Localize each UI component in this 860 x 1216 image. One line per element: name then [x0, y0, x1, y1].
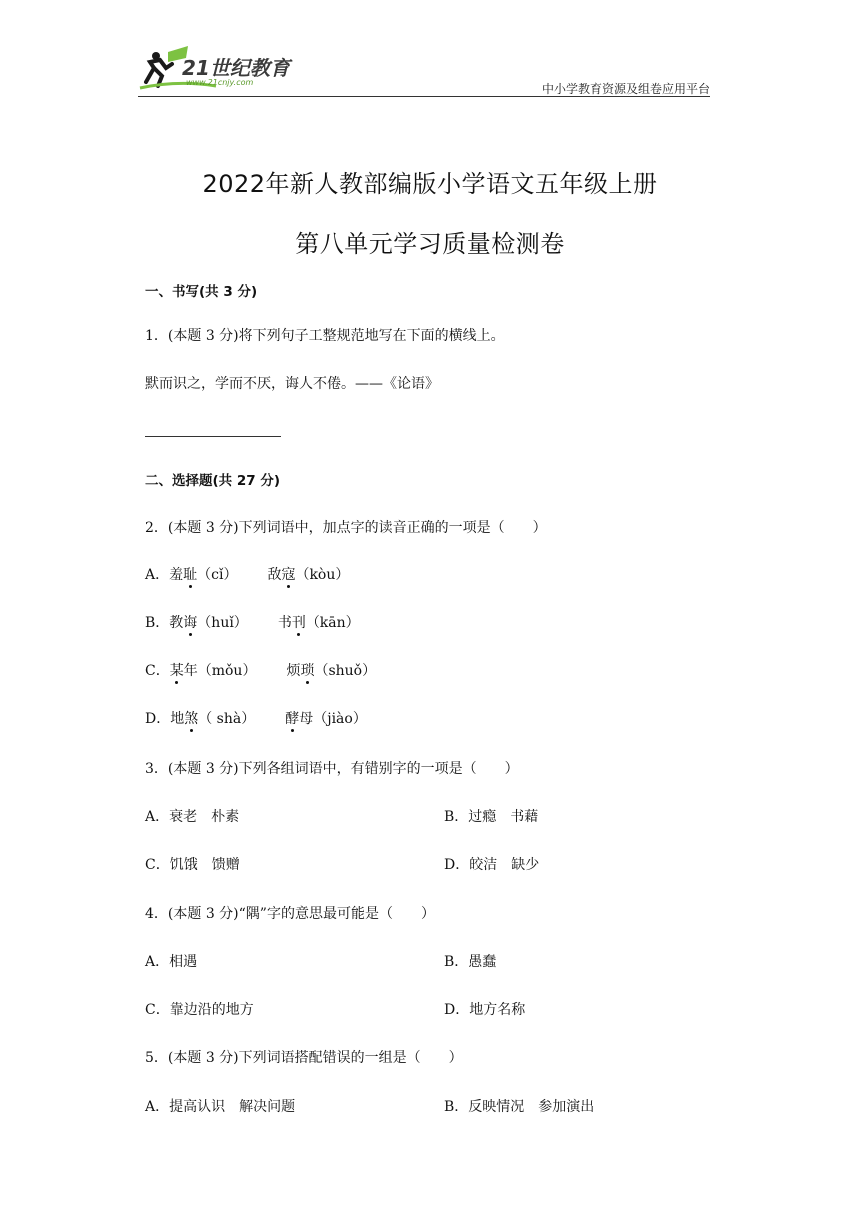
pinyin: （huǐ） — [197, 615, 248, 631]
question-5-option-b: B．反映情况 参加演出 — [444, 1099, 595, 1115]
word-char: 书 — [277, 615, 292, 631]
question-5-option-a: A．提高认识 解决问题 — [145, 1099, 296, 1115]
question-2-option-c — [145, 660, 376, 680]
page-header — [138, 38, 710, 98]
page-title: 2022年新人教部编版小学语文五年级上册 — [202, 170, 658, 198]
pinyin: （cǐ） — [197, 567, 238, 583]
question-3-option-b: B．过瘾 书藉 — [444, 809, 539, 825]
option-label: A． — [145, 567, 170, 583]
dotted-char: 刊 — [292, 612, 306, 632]
logo-text: 21世纪教育 — [182, 56, 290, 80]
word-char: 母 — [299, 711, 314, 727]
question-3-option-c: C．饥饿 馈赠 — [145, 857, 240, 873]
question-2-option-b — [145, 612, 360, 632]
dotted-char: 寇 — [281, 564, 295, 584]
dotted-char: 耻 — [183, 564, 197, 584]
question-1-quote: 默而识之，学而不厌，诲人不倦。——《论语》 — [145, 376, 439, 392]
word-char: 烦 — [286, 663, 301, 679]
word-char: 年 — [183, 663, 198, 679]
pinyin: （shuǒ） — [314, 663, 377, 679]
question-4-option-c: C．靠边沿的地方 — [145, 1002, 254, 1018]
question-4-option-b: B．愚蠢 — [444, 954, 497, 970]
question-4-option-a: A．相遇 — [145, 954, 198, 970]
pinyin: （jiào） — [313, 711, 367, 727]
page-subtitle: 第八单元学习质量检测卷 — [295, 230, 565, 258]
pinyin: （kòu） — [295, 567, 350, 583]
question-2-option-a — [145, 564, 349, 584]
question-2-option-d — [145, 708, 367, 728]
dotted-char: 酵 — [285, 708, 299, 728]
pinyin: （ shà） — [198, 711, 256, 727]
question-3-option-d: D．皎洁 缺少 — [444, 857, 540, 873]
word-char: 羞 — [169, 567, 184, 583]
option-label: B． — [145, 615, 170, 631]
option-label: D． — [145, 711, 171, 727]
dotted-char: 某 — [170, 660, 184, 680]
question-3-stem: 3．(本题 3 分)下列各组词语中，有错别字的一项是（ ） — [145, 761, 519, 777]
word-char: 敌 — [267, 567, 282, 583]
question-4-stem: 4．(本题 3 分)“隅”字的意思最可能是（ ） — [145, 906, 435, 922]
header-divider — [138, 96, 710, 97]
question-1-stem: 1．(本题 3 分)将下列句子工整规范地写在下面的横线上。 — [145, 328, 505, 344]
section-heading-choice: 二、选择题(共 27 分) — [145, 473, 281, 489]
question-2-stem: 2．(本题 3 分)下列词语中，加点字的读音正确的一项是（ ） — [145, 520, 547, 536]
dotted-char: 琐 — [300, 660, 314, 680]
question-3-option-a: A．衰老 朴素 — [145, 809, 240, 825]
platform-label: 中小学教育资源及组卷应用平台 — [541, 82, 710, 96]
question-5-stem: 5．(本题 3 分)下列词语搭配错误的一组是（ ） — [145, 1050, 463, 1066]
logo-url: www.21cnjy.com — [186, 78, 254, 87]
answer-blank-line — [145, 436, 281, 437]
section-heading-writing: 一、书写(共 3 分) — [145, 284, 258, 300]
option-label: C． — [145, 663, 170, 679]
word-char: 教 — [169, 615, 184, 631]
dotted-char: 煞 — [184, 708, 198, 728]
dotted-char: 诲 — [183, 612, 197, 632]
pinyin: （mǒu） — [197, 663, 257, 679]
word-char: 地 — [170, 711, 185, 727]
pinyin: （kān） — [305, 615, 360, 631]
question-4-option-d: D．地方名称 — [444, 1002, 526, 1018]
